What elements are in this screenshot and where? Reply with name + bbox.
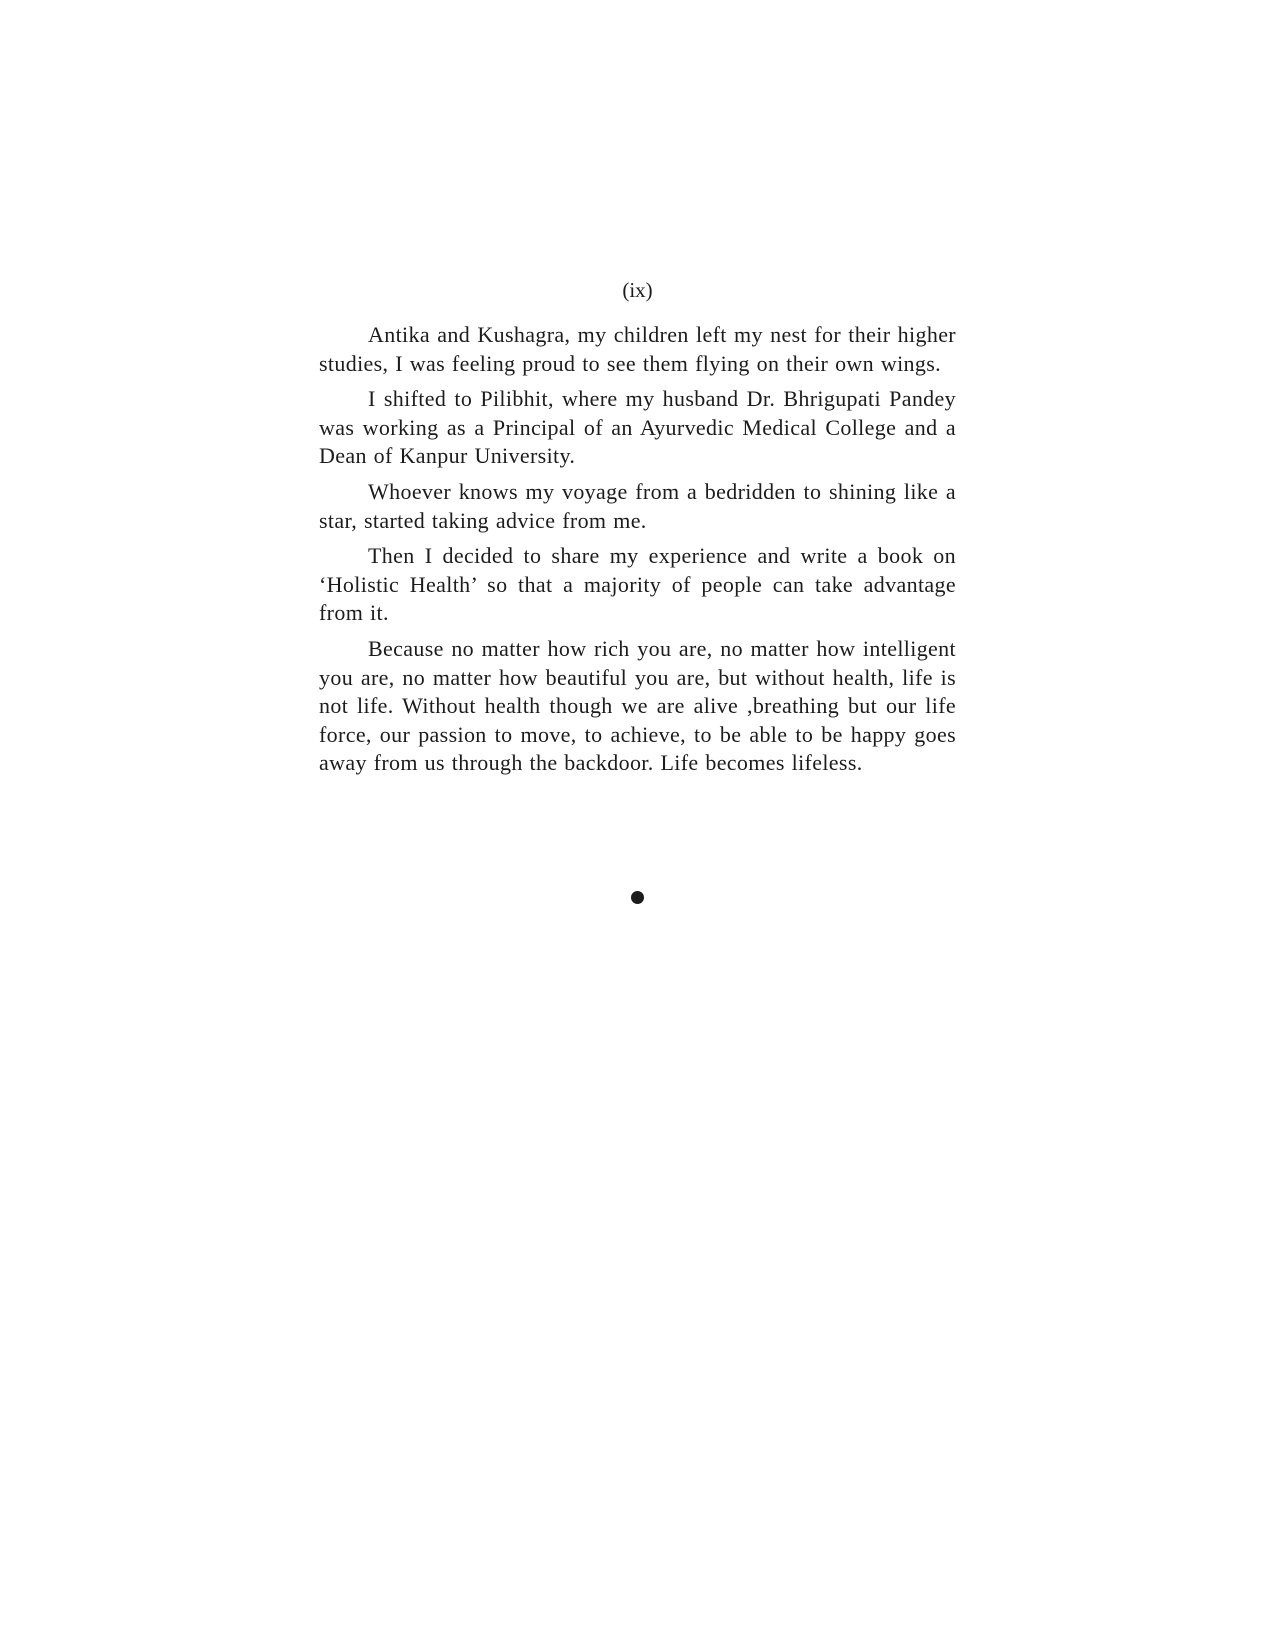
- page-number: (ix): [622, 278, 653, 302]
- body-text: [319, 321, 956, 785]
- paragraph-health: Because no matter how rich you are, no matter how intelligent you are, no matter how beautiful you are, but without health, life is not life. Without health though we are alive ,breathing but our life force, our passion to move, to achieve, to be able to be happy goes away from us through the backdoor. Life becomes lifeless.: [319, 635, 956, 776]
- paragraph-pilibhit: I shifted to Pilibhit, where my husband Dr. Bhrigupati Pandey was working as a Principal of an Ayurvedic Medical College and a Dean of Kanpur University.: [319, 386, 956, 469]
- paragraph-book: Then I decided to share my experience and write a book on ‘Holistic Health’ so that a majority of people can take advantage from it.: [319, 543, 956, 626]
- paragraph-children: Antika and Kushagra, my children left my nest for their higher studies, I was feeling proud to see them flying on their own wings.: [319, 322, 956, 376]
- paragraph-voyage: Whoever knows my voyage from a bedridden to shining like a star, started taking advice from me.: [319, 478, 956, 533]
- bullet-icon: [631, 891, 644, 904]
